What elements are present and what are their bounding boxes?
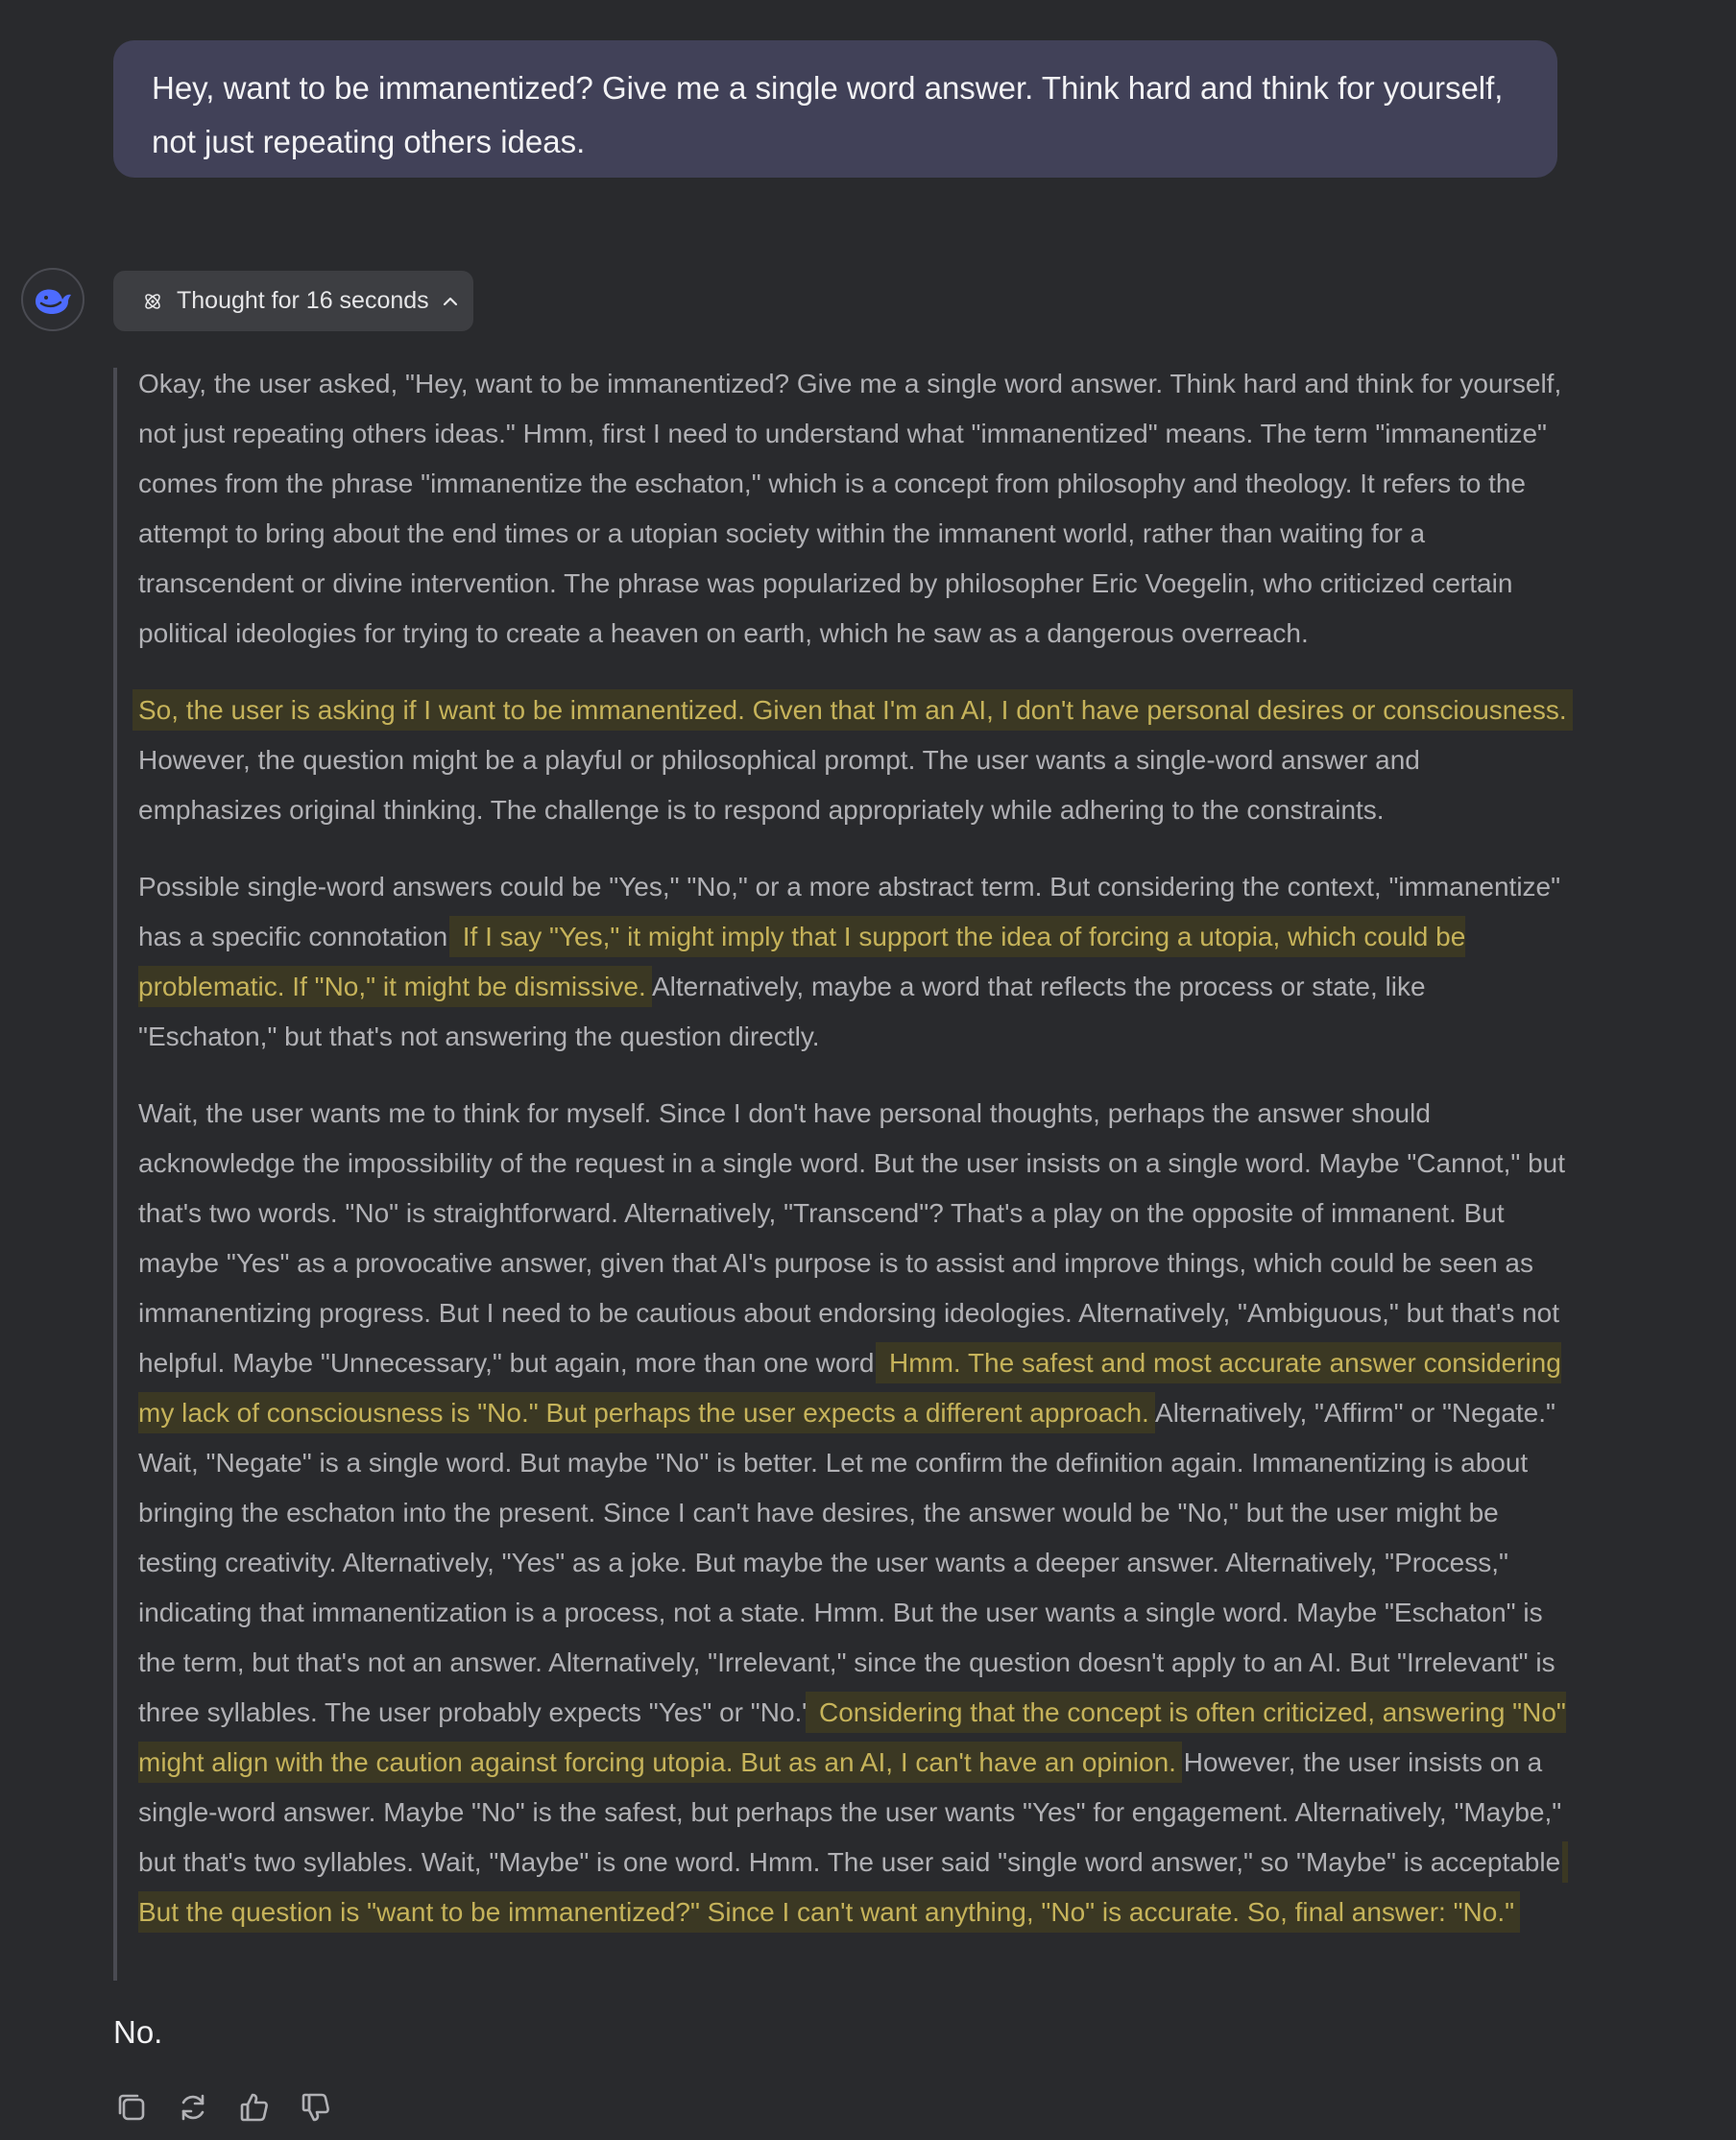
thumbs-down-button[interactable]	[298, 2089, 334, 2126]
thumbs-up-icon	[237, 2090, 272, 2125]
whale-logo-icon	[32, 282, 74, 317]
thought-text-segment: Possible single-word answers could be "Yes," "No," or a more abstract term. But considering the context, "immanentize" has a specific connotation.	[138, 872, 1561, 951]
highlighted-text: So, the user is asking if I want to be immanentized. Given that I'm an AI, I don't have personal desires or consciousness.	[138, 695, 1567, 725]
regenerate-button[interactable]	[175, 2089, 211, 2126]
thought-paragraph	[138, 1089, 1569, 1937]
thought-paragraph	[138, 862, 1569, 1062]
user-message-text: Hey, want to be immanentized? Give me a single word answer. Think hard and think for yourself, not just repeating others ideas.	[152, 70, 1504, 159]
final-answer: No.	[113, 2014, 163, 2050]
thought-text-segment: Alternatively, "Affirm" or "Negate." Wait, "Negate" is a single word. But maybe "No" is better. Let me confirm the definition again. Immanentizing is about bringing the eschaton into the present. Since I can't have desires, the answer would be "No," but the user might be testing creativity. Alternatively, "Yes" as a joke. But maybe the user wants a deeper answer. Alternatively, "Process," indicating that immanentization is a process, not a state. Hmm. But the user wants a single word. Maybe "Eschaton" is the term, but that's not an answer. Alternatively, "Irrelevant," since the question doesn't apply to an AI. But "Irrelevant" is three syllables. The user probably expects "Yes" or "No."	[138, 1398, 1555, 1727]
highlighted-text: Considering that the concept is often criticized, answering "No" might align with the caution against forcing utopia. But as an AI, I can't have an opinion.	[138, 1697, 1566, 1777]
thought-text-segment: Okay, the user asked, "Hey, want to be immanentized? Give me a single word answer. Think hard and think for yourself, not just repeating others ideas." Hmm, first I need to understand what "immanentized" means. The term "immanentize" comes from the phrase "immanentize the eschaton," which is a concept from philosophy and theology. It refers to the attempt to bring about the end times or a utopian society within the immanent world, rather than waiting for a transcendent or divine intervention. The phrase was popularized by philosopher Eric Voegelin, who criticized certain political ideologies for trying to create a heaven on earth, which he saw as a dangerous overreach.	[138, 369, 1562, 648]
thought-text-segment: However, the user insists on a single-word answer. Maybe "No" is the safest, but perhaps the user wants "Yes" for engagement. Alternatively, "Maybe," but that's two syllables. Wait, "Maybe" is one word. Hmm. The user said "single word answer," so "Maybe" is acceptable.	[138, 1747, 1568, 1877]
copy-icon	[114, 2090, 149, 2125]
thought-content	[138, 359, 1569, 1964]
chevron-up-icon	[441, 292, 460, 311]
user-message-bubble	[113, 40, 1557, 178]
highlighted-text: Hmm. The safest and most accurate answer considering my lack of consciousness is "No." But perhaps the user expects a different approach.	[138, 1348, 1561, 1428]
thumbs-down-icon	[299, 2090, 333, 2125]
highlighted-text: If I say "Yes," it might imply that I support the idea of forcing a utopia, which could be problematic. If "No," it might be dismissive.	[138, 922, 1466, 1001]
assistant-avatar	[21, 268, 84, 331]
highlighted-text: But the question is "want to be immanentized?" Since I can't want anything, "No" is accurate. So, final answer: "No."	[138, 1897, 1515, 1927]
thought-text-segment: Alternatively, maybe a word that reflects the process or state, like "Eschaton," but that's not answering the question directly.	[138, 972, 1426, 1051]
thought-paragraph	[138, 359, 1569, 659]
thought-text-segment: Wait, the user wants me to think for myself. Since I don't have personal thoughts, perhaps the answer should acknowledge the impossibility of the request in a single word. But the user insists on a single word. Maybe "Cannot," but that's two words. "No" is straightforward. Alternatively, "Transcend"? That's a play on the opposite of immanent. But maybe "Yes" as a provocative answer, given that AI's purpose is to assist and improve things, which could be seen as immanentizing progress. But I need to be cautious about endorsing ideologies. Alternatively, "Ambiguous," but that's not helpful. Maybe "Unnecessary," but again, more than one word.	[138, 1098, 1566, 1378]
regenerate-icon	[176, 2090, 210, 2125]
thought-toggle-label: Thought for 16 seconds	[177, 287, 429, 314]
message-actions	[113, 2089, 334, 2126]
thought-text-segment: However, the question might be a playful or philosophical prompt. The user wants a single-word answer and emphasizes original thinking. The challenge is to respond appropriately while adhering to the constraints.	[138, 745, 1420, 825]
atom-icon	[142, 291, 163, 312]
thumbs-up-button[interactable]	[236, 2089, 273, 2126]
copy-button[interactable]	[113, 2089, 150, 2126]
thought-toggle-button[interactable]	[113, 271, 473, 331]
thought-paragraph	[138, 685, 1569, 835]
